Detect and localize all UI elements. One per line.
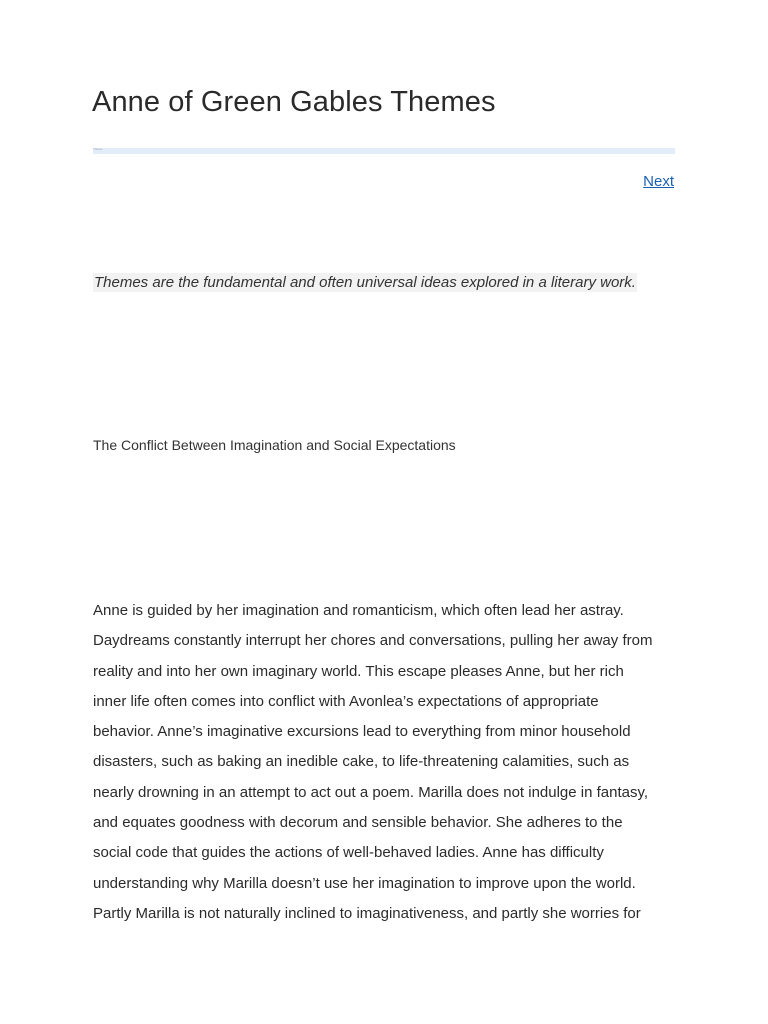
section-heading: The Conflict Between Imagination and Social Expectations	[93, 437, 456, 453]
body-line: social code that guides the actions of well-behaved ladies. Anne has difficulty	[93, 844, 604, 862]
body-line: nearly drowning in an attempt to act out a poem. Marilla does not indulge in fantasy,	[93, 783, 649, 801]
body-line: reality and into her own imaginary world. This escape pleases Anne, but her rich	[93, 662, 624, 680]
body-line: and equates goodness with decorum and sensible behavior. She adheres to the	[93, 814, 623, 832]
section-body	[93, 596, 678, 929]
title-divider	[93, 148, 675, 154]
body-line: Partly Marilla is not naturally inclined to imaginativeness, and partly she worries for	[93, 904, 641, 922]
page-title: Anne of Green Gables Themes	[92, 86, 496, 118]
intro-note: Themes are the fundamental and often universal ideas explored in a literary work.	[94, 274, 636, 291]
next-link[interactable]: Next	[643, 173, 674, 190]
body-line: Anne is guided by her imagination and romanticism, which often lead her astray.	[93, 602, 624, 619]
divider-label: Theme	[93, 147, 103, 151]
body-line: inner life often comes into conflict with Avonlea’s expectations of appropriate	[93, 692, 599, 710]
body-line: understanding why Marilla doesn’t use her imagination to improve upon the world.	[93, 874, 636, 892]
body-line: Daydreams constantly interrupt her chores and conversations, pulling her away from	[93, 632, 653, 650]
body-line: behavior. Anne’s imaginative excursions lead to everything from minor household	[93, 723, 631, 741]
body-line: disasters, such as baking an inedible cake, to life-threatening calamities, such as	[93, 753, 630, 771]
